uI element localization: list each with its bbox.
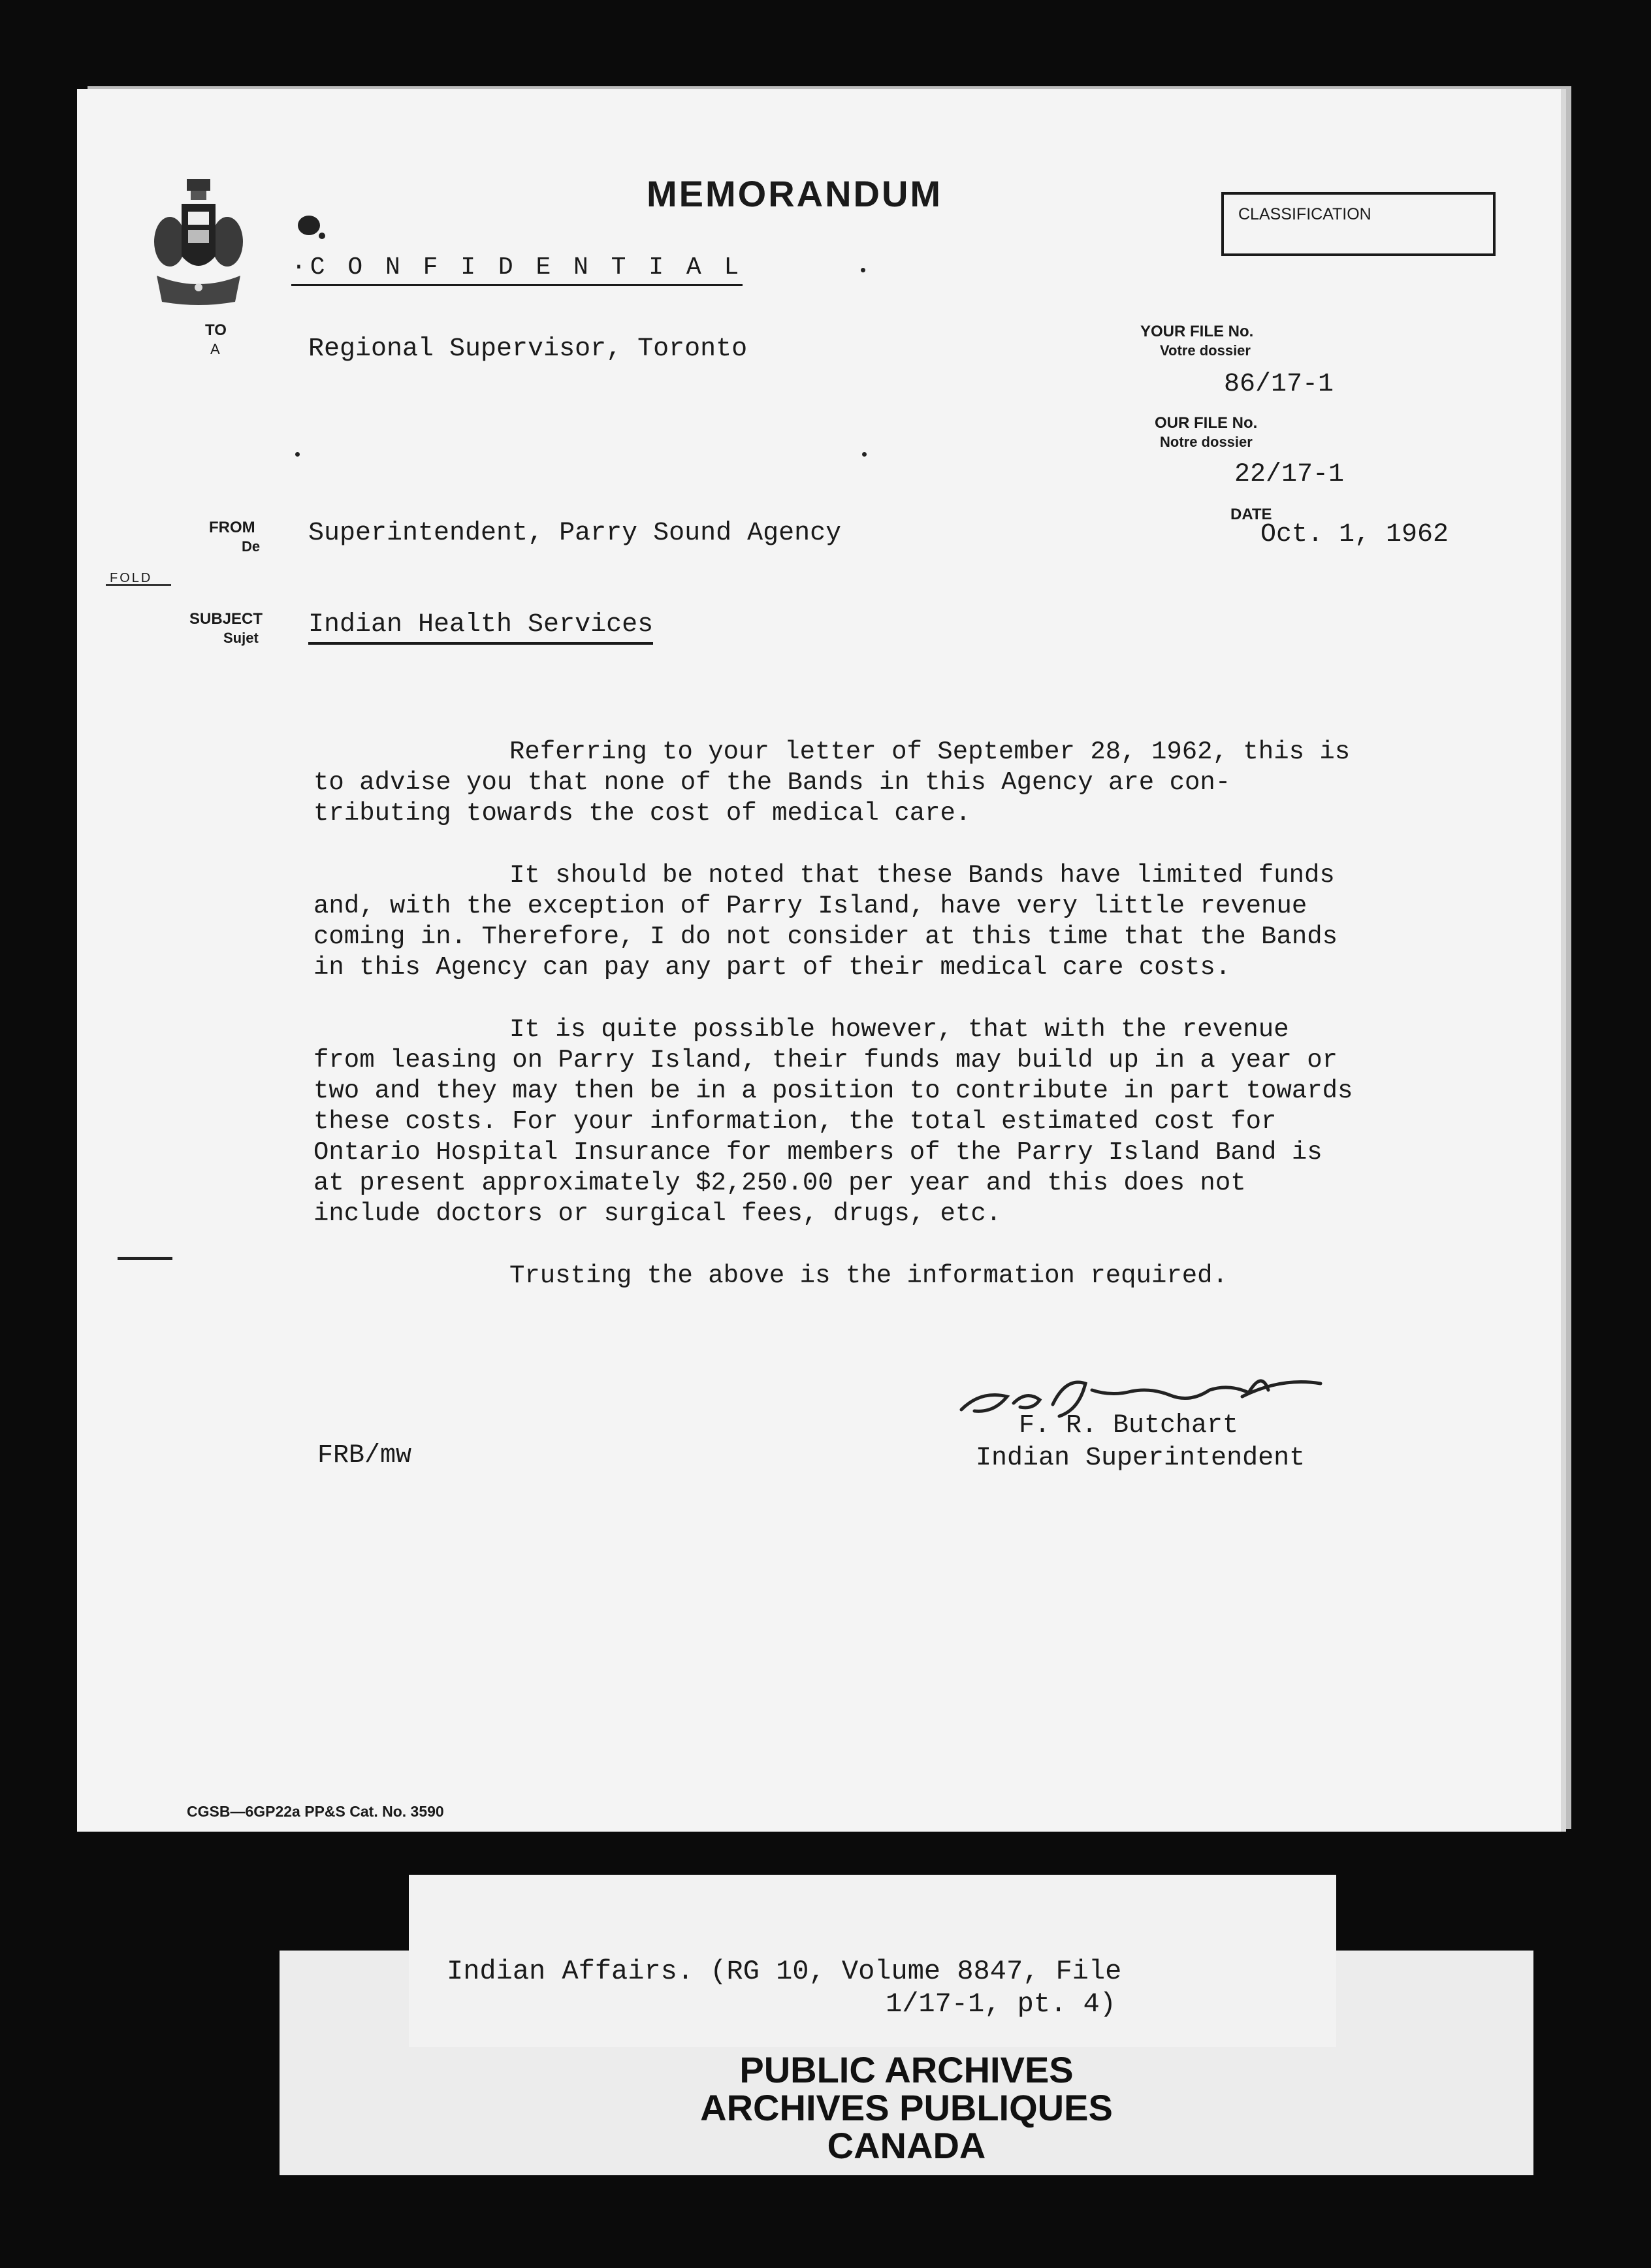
subject-label-fr: Sujet xyxy=(223,630,259,646)
subject-label: SUBJECT xyxy=(189,610,263,628)
our-file-label: OUR FILE No. xyxy=(1155,414,1258,432)
paragraph-2: It should be noted that these Bands have limited funds and, with the exception of Parry Island, have very little revenue coming in. Therefore, I do not consider at this time that the Bands in this Agency can pay any part of their medical care costs. xyxy=(313,861,1338,982)
from-label-fr: De xyxy=(242,538,261,555)
ink-speck xyxy=(295,452,300,457)
from-field: Superintendent, Parry Sound Agency xyxy=(308,519,842,548)
date-field: Oct. 1, 1962 xyxy=(1260,520,1449,549)
classification-box xyxy=(1221,192,1496,256)
our-file-number: 22/17-1 xyxy=(1234,460,1345,489)
paragraph-4: Trusting the above is the information required. xyxy=(509,1261,1228,1290)
paragraph-3: It is quite possible however, that with the revenue from leasing on Parry Island, their funds may build up in a year or two and they may then be in a position to contribute in part towards these costs. For your information, the total estimated cost for Ontario Hospital Insurance for members of the Parry Island Band is at present approximately $2,250.00 per year and this does not include doctors or surgical fees, drugs, etc. xyxy=(313,1015,1353,1228)
memo-body xyxy=(313,737,1358,1323)
fold-label: FOLD xyxy=(110,571,153,585)
ink-speck xyxy=(319,233,325,239)
coat-of-arms-icon xyxy=(150,178,247,308)
to-field: Regional Supervisor, Toronto xyxy=(308,334,748,364)
to-label-fr: A xyxy=(210,341,220,357)
your-file-label: YOUR FILE No. xyxy=(1140,323,1254,340)
date-label: DATE xyxy=(1230,506,1272,523)
ink-speck xyxy=(298,216,320,235)
from-label: FROM xyxy=(209,519,255,536)
our-file-label-fr: Notre dossier xyxy=(1160,434,1253,450)
ink-speck xyxy=(862,452,867,457)
ink-speck xyxy=(861,268,865,272)
archive-reference-line2: 1/17-1, pt. 4) xyxy=(886,1988,1116,2020)
signature-name: F. R. Butchart xyxy=(1019,1411,1239,1440)
signature-title: Indian Superintendent xyxy=(976,1444,1306,1473)
classification-label: CLASSIFICATION xyxy=(1238,205,1371,223)
form-number: CGSB—6GP22a PP&S Cat. No. 3590 xyxy=(187,1803,444,1820)
memo-title: MEMORANDUM xyxy=(647,173,943,214)
margin-mark xyxy=(118,1257,172,1260)
to-label: TO xyxy=(205,321,227,339)
your-file-number: 86/17-1 xyxy=(1224,370,1334,399)
your-file-label-fr: Votre dossier xyxy=(1160,342,1251,359)
public-archives-stamp: PUBLIC ARCHIVES ARCHIVES PUBLIQUES CANADA xyxy=(700,2049,1113,2166)
typist-initials: FRB/mw xyxy=(317,1441,412,1470)
confidential-marking: ·C O N F I D E N T I A L xyxy=(291,253,743,286)
archive-reference-line1: Indian Affairs. (RG 10, Volume 8847, File xyxy=(447,1956,1122,1987)
subject-field: Indian Health Services xyxy=(308,610,653,645)
paragraph-1: Referring to your letter of September 28, 1962, this is to advise you that none of the Bands in this Agency are con-tributing towards the cost of medical care. xyxy=(313,737,1351,828)
